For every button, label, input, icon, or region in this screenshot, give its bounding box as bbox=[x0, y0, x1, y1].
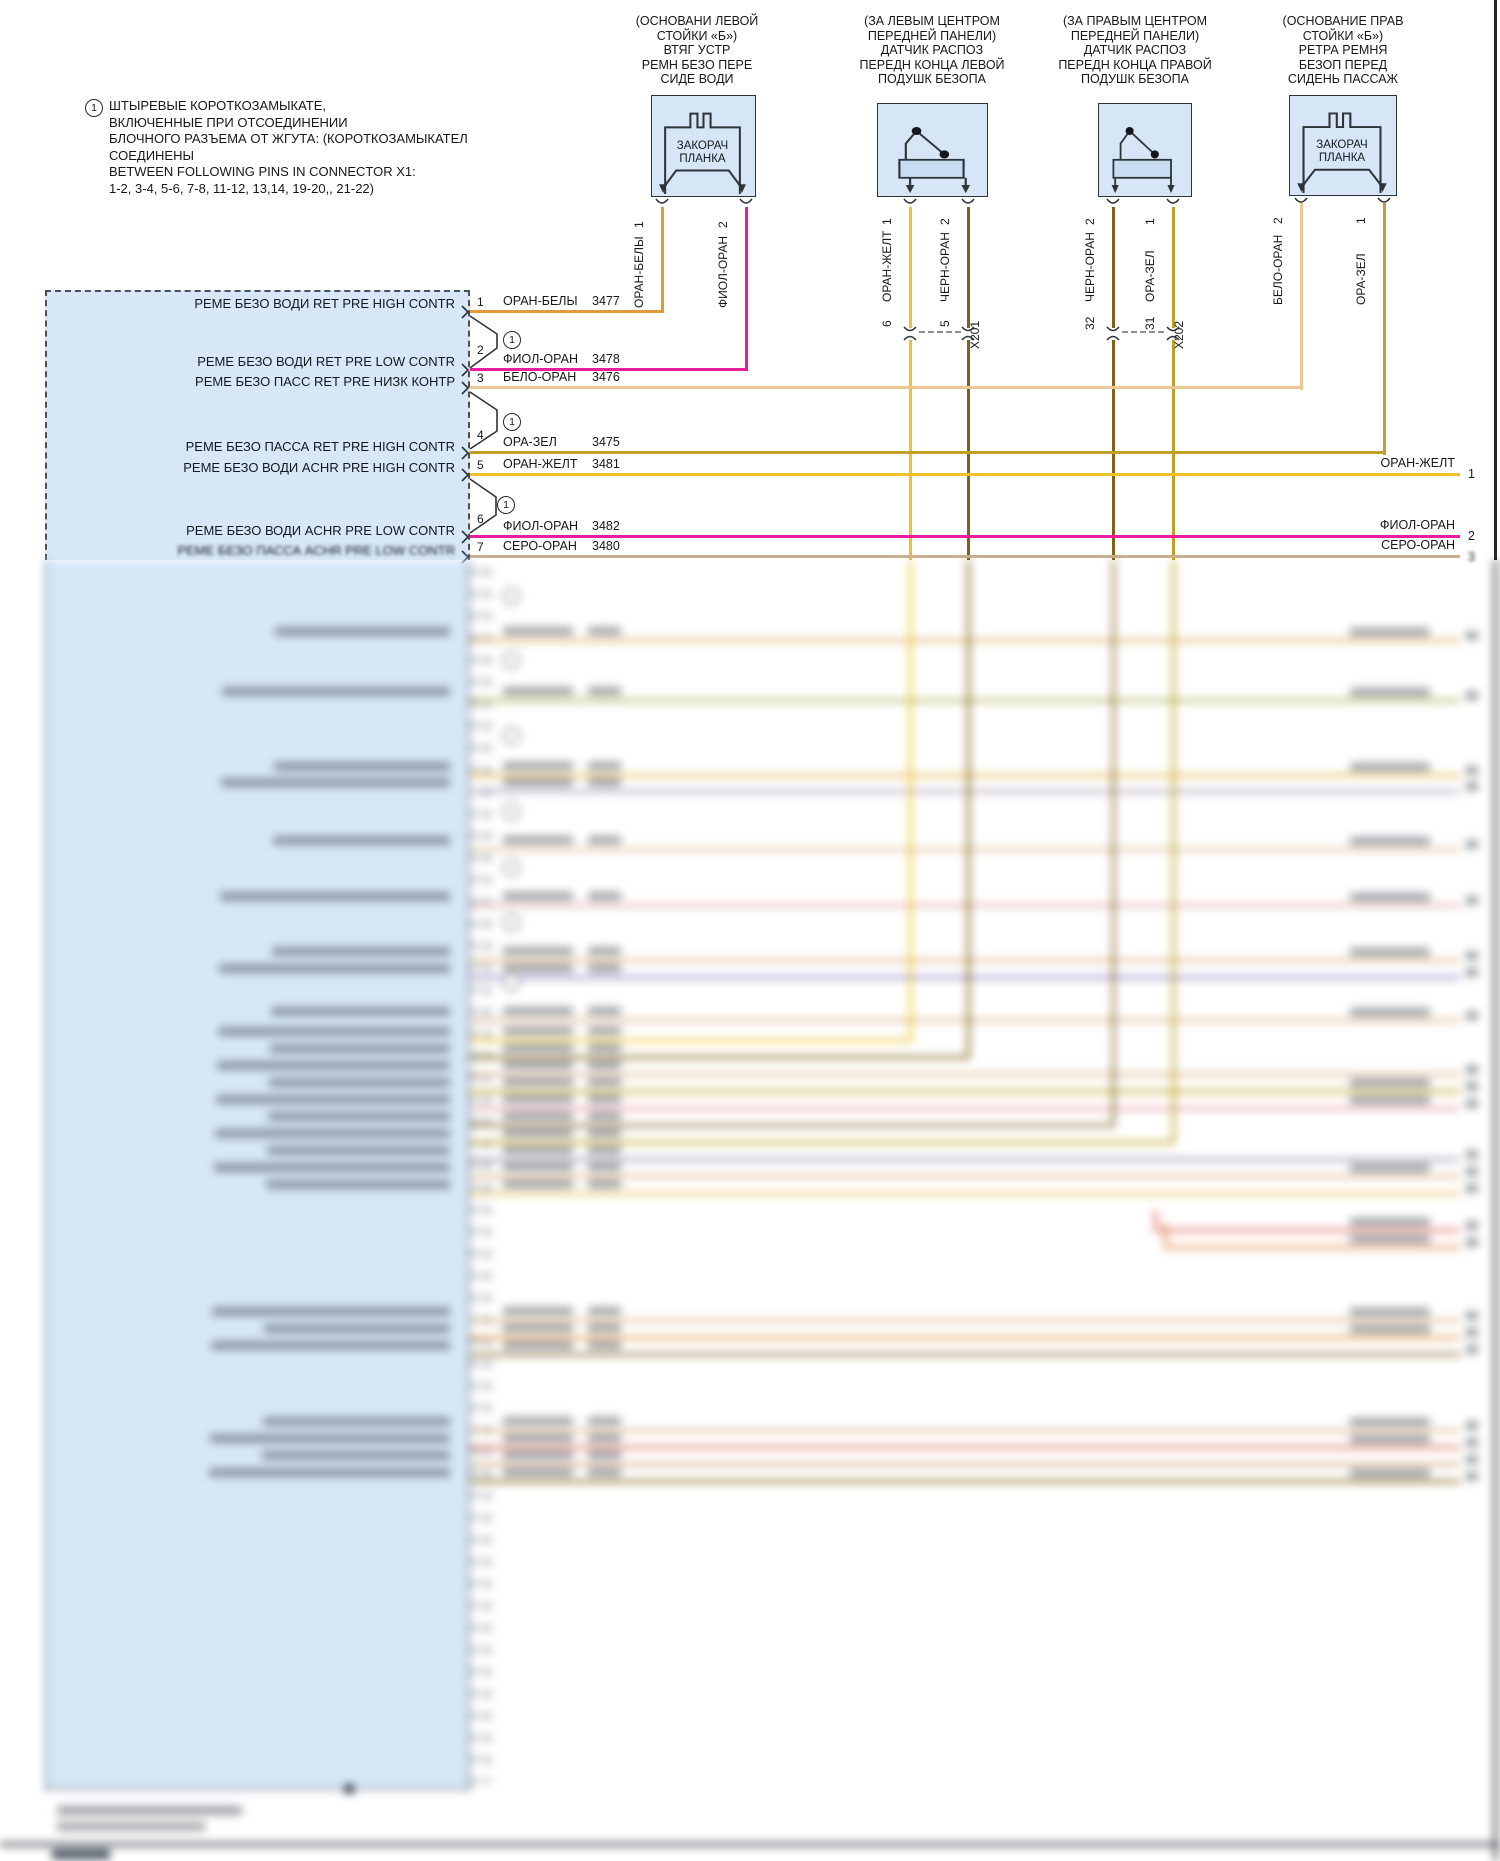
blurred-decor bbox=[1466, 1328, 1478, 1337]
blurred-decor bbox=[503, 803, 520, 820]
blurred-decor bbox=[271, 1007, 450, 1016]
circuit-number: 3475 bbox=[592, 435, 620, 449]
blurred-decor bbox=[503, 1061, 573, 1069]
shorting-bracket bbox=[468, 310, 502, 374]
connector-pin-number: 32 bbox=[1083, 316, 1097, 330]
wire-pin-number: 2 bbox=[1271, 217, 1285, 224]
connector-pin-number: 31 bbox=[1143, 316, 1157, 330]
wire-row-7 bbox=[470, 555, 1460, 558]
blurred-decor bbox=[268, 1112, 450, 1121]
jumper-marker: 1 bbox=[503, 413, 521, 431]
wire-color-label: ЧЕРН-ОРАН bbox=[1083, 232, 1097, 302]
blurred-decor bbox=[588, 1324, 621, 1332]
wire-pin-number: 2 bbox=[716, 221, 730, 228]
blurred-decor bbox=[1466, 1438, 1478, 1447]
sdm-pin-number: 6 bbox=[477, 512, 484, 526]
blurred-decor bbox=[588, 947, 621, 955]
blurred-decor bbox=[503, 892, 573, 900]
blurred-decor bbox=[503, 1451, 573, 1459]
blurred-decor bbox=[1350, 1235, 1430, 1243]
blurred-decor bbox=[503, 588, 520, 605]
blurred-note-bar bbox=[57, 1806, 242, 1815]
connector-pin-number: 6 bbox=[880, 320, 894, 327]
wire-pin-number: 1 bbox=[880, 218, 894, 225]
wire-ora-zel-vertical bbox=[1383, 203, 1386, 455]
blurred-decor bbox=[1466, 840, 1478, 849]
blurred-decor bbox=[470, 790, 1460, 793]
blurred-decor bbox=[503, 947, 573, 955]
blurred-decor bbox=[503, 836, 573, 844]
blurred-decor bbox=[1466, 1082, 1478, 1091]
wire-oran-zhelt-vertical bbox=[909, 207, 912, 328]
wire-oran-zhelt-vertical bbox=[909, 340, 912, 560]
blurred-decor bbox=[470, 1090, 1460, 1093]
blurred-decor bbox=[470, 1192, 1460, 1195]
blurred-decor bbox=[1350, 893, 1430, 901]
sdm-pin-label: РЕМЕ БЕЗО ВОДИ ACHR PRE LOW CONTR bbox=[186, 523, 455, 538]
blurred-decor bbox=[1466, 1421, 1478, 1430]
blurred-decor bbox=[210, 1434, 450, 1443]
blurred-decor bbox=[267, 1146, 450, 1155]
circuit-number: 3476 bbox=[592, 370, 620, 384]
blurred-decor bbox=[503, 1324, 573, 1332]
blurred-decor bbox=[1466, 1167, 1478, 1176]
blurred-decor bbox=[1466, 1065, 1478, 1074]
pin-socket-mark bbox=[1165, 197, 1181, 206]
blurred-decor bbox=[503, 627, 573, 635]
blurred-decor bbox=[1350, 628, 1430, 636]
page-border-bottom bbox=[0, 1843, 1500, 1846]
page-footer-tag bbox=[52, 1850, 110, 1859]
circuit-number: 3477 bbox=[592, 294, 620, 308]
blurred-decor bbox=[1466, 1011, 1478, 1020]
blurred-decor bbox=[1350, 1418, 1430, 1426]
note-line: СОЕДИНЕНЫ bbox=[109, 147, 194, 163]
connector-label-x202: X202 bbox=[1172, 320, 1186, 349]
blurred-decor bbox=[1350, 1008, 1430, 1016]
blurred-decor bbox=[1466, 968, 1478, 977]
blurred-decor bbox=[588, 778, 621, 786]
blurred-decor bbox=[470, 1141, 1174, 1144]
blurred-decor bbox=[269, 1078, 450, 1087]
blurred-decor bbox=[1466, 691, 1478, 700]
sdm-module-box bbox=[45, 290, 470, 560]
blurred-decor bbox=[470, 1056, 969, 1059]
blurred-decor bbox=[1466, 782, 1478, 791]
blurred-decor bbox=[588, 836, 621, 844]
wire-name: СЕРО-ОРАН bbox=[503, 539, 577, 553]
note-line: 1-2, 3-4, 5-6, 7-8, 11-12, 13,14, 19-20,, 21-22) bbox=[109, 180, 374, 196]
blurred-decor bbox=[1350, 1308, 1430, 1316]
note-line: BETWEEN FOLLOWING PINS IN CONNECTOR X1: bbox=[109, 164, 416, 179]
blurred-decor bbox=[588, 1078, 621, 1086]
blurred-decor bbox=[1466, 631, 1478, 640]
blurred-decor bbox=[588, 762, 621, 770]
wire-chern-oran-vertical bbox=[967, 207, 970, 328]
blurred-decor bbox=[503, 778, 573, 786]
blurred-decor bbox=[220, 892, 450, 901]
blurred-decor bbox=[588, 1129, 621, 1137]
blurred-decor bbox=[588, 1061, 621, 1069]
blurred-decor bbox=[503, 1163, 573, 1171]
wire-name: ОРА-ЗЕЛ bbox=[503, 435, 557, 449]
blurred-decor bbox=[503, 762, 573, 770]
right-terminal-label: СЕРО-ОРАН bbox=[1381, 538, 1455, 552]
circuit-number: 3478 bbox=[592, 352, 620, 366]
wire-pin-number: 1 bbox=[632, 221, 646, 228]
note-line: ШТЫРЕВЫЕ КОРОТКОЗАМЫКАТЕ, bbox=[109, 98, 326, 113]
blurred-decor bbox=[588, 627, 621, 635]
wire-chern-oran-vertical bbox=[967, 340, 970, 560]
sdm-pin-number: 1 bbox=[477, 295, 484, 309]
blurred-decor bbox=[1466, 1455, 1478, 1464]
component-header-right-sensor: (ЗА ПРАВЫМ ЦЕНТРОМ ПЕРЕДНЕЙ ПАНЕЛИ) ДАТЧИК РАСПОЗ ПЕРЕДН КОНЦА ПРАВОЙ ПОДУШК БЕЗОПА bbox=[1058, 14, 1212, 86]
right-terminal-pin: 2 bbox=[1468, 529, 1475, 543]
blurred-decor bbox=[217, 1061, 450, 1070]
blurred-decor bbox=[588, 1112, 621, 1120]
wire-pin-number: 2 bbox=[1083, 218, 1097, 225]
blurred-decor bbox=[503, 1078, 573, 1086]
blurred-decor bbox=[503, 1044, 573, 1052]
blurred-decor bbox=[215, 1129, 450, 1138]
blurred-note-bar bbox=[57, 1822, 205, 1831]
blurred-decor bbox=[503, 1007, 573, 1015]
blurred-decor bbox=[470, 976, 1460, 979]
blurred-decor bbox=[1350, 1096, 1430, 1104]
shorting-bracket bbox=[468, 388, 502, 456]
sdm-pin-number: 7 bbox=[477, 540, 484, 554]
blurred-decor bbox=[218, 1027, 450, 1036]
blurred-decor bbox=[588, 1007, 621, 1015]
wire-color-label: ОРА-ЗЕЛ bbox=[1143, 250, 1157, 302]
blurred-decor bbox=[588, 1468, 621, 1476]
blurred-decor bbox=[470, 1019, 1460, 1022]
wire-name: БЕЛО-ОРАН bbox=[503, 370, 577, 384]
wire-chern-oran-vertical bbox=[1112, 340, 1115, 560]
jumper-marker: 1 bbox=[497, 496, 515, 514]
blurred-decor bbox=[1466, 1472, 1478, 1481]
blurred-decor bbox=[1466, 1221, 1478, 1230]
sdm-pin-number: 4 bbox=[477, 428, 484, 442]
blurred-decor bbox=[470, 1446, 1460, 1449]
blurred-decor bbox=[503, 687, 573, 695]
sdm-pin-label: РЕМЕ БЕЗО ПАССА ACHR PRE LOW CONTR bbox=[177, 543, 455, 558]
blurred-decor bbox=[470, 1319, 1460, 1322]
blurred-decor bbox=[470, 699, 1460, 702]
blurred-decor bbox=[588, 892, 621, 900]
blurred-decor bbox=[1466, 1345, 1478, 1354]
wire-color-label: ЧЕРН-ОРАН bbox=[938, 232, 952, 302]
right-terminal-label: ОРАН-ЖЕЛТ bbox=[1380, 456, 1455, 470]
blurred-decor bbox=[1350, 948, 1430, 956]
blurred-decor bbox=[1350, 1218, 1430, 1226]
driver-retractor-box bbox=[651, 95, 756, 197]
blurred-decor bbox=[1350, 1435, 1430, 1443]
blurred-decor bbox=[219, 964, 450, 973]
blurred-decor bbox=[470, 774, 1460, 777]
blurred-decor bbox=[1350, 763, 1430, 771]
blurred-decor bbox=[1350, 1164, 1430, 1172]
blurred-decor bbox=[1466, 1311, 1478, 1320]
right-terminal-pin: 3 bbox=[1468, 550, 1475, 564]
connector-pair-dash bbox=[1122, 331, 1164, 333]
blurred-decor bbox=[1112, 560, 1115, 1126]
blurred-decor bbox=[503, 1341, 573, 1349]
blurred-decor bbox=[588, 1044, 621, 1052]
wire-oran-bely-vertical bbox=[661, 207, 664, 313]
blurred-decor bbox=[470, 1353, 1460, 1356]
tilt-sensor-symbol bbox=[878, 104, 985, 194]
blurred-decor bbox=[1350, 1325, 1430, 1333]
blurred-decor bbox=[909, 560, 912, 1041]
blurred-decor bbox=[503, 1307, 573, 1315]
blurred-decor bbox=[588, 1027, 621, 1035]
blurred-decor bbox=[262, 1451, 450, 1460]
sdm-pin-number: 3 bbox=[477, 371, 484, 385]
right-terminal-pin: 1 bbox=[1468, 467, 1475, 481]
blurred-decor bbox=[1466, 1238, 1478, 1247]
wire-pin-number: 2 bbox=[938, 218, 952, 225]
tilt-sensor-symbol bbox=[1099, 104, 1189, 194]
blurred-decor bbox=[209, 1468, 450, 1477]
sdm-pin-label: РЕМЕ БЕЗО ПАСС RET PRE НИЗК КОНТР bbox=[195, 374, 455, 389]
wire-ora-zel-vertical bbox=[1172, 207, 1175, 328]
blurred-decor bbox=[503, 652, 520, 669]
blurred-decor bbox=[503, 1129, 573, 1137]
wire-row-3 bbox=[470, 386, 1302, 389]
blurred-decor bbox=[470, 1429, 1460, 1432]
wire-name: ОРАН-БЕЛЫ bbox=[503, 294, 578, 308]
component-header-passenger-retractor: (ОСНОВАНИЕ ПРАВ СТОЙКИ «Б») РЕТРА РЕМНЯ БЕЗОП ПЕРЕД СИДЕНЬ ПАССАЖ bbox=[1282, 14, 1404, 86]
pin-socket-mark bbox=[1105, 197, 1121, 206]
right-impact-sensor-box bbox=[1098, 103, 1192, 197]
sdm-module-box-lower bbox=[45, 560, 470, 1790]
wire-chern-oran-vertical bbox=[1112, 207, 1115, 328]
wire-name: ОРАН-ЖЕЛТ bbox=[503, 457, 578, 471]
blurred-decor bbox=[1164, 1223, 1167, 1248]
wire-color-label: БЕЛО-ОРАН bbox=[1271, 234, 1285, 305]
blurred-decor bbox=[1350, 1469, 1430, 1477]
pin-socket-mark bbox=[902, 197, 918, 206]
circuit-number: 3481 bbox=[592, 457, 620, 471]
blurred-decor bbox=[272, 947, 450, 956]
wire-row-5 bbox=[470, 473, 1460, 476]
blurred-decor bbox=[588, 1095, 621, 1103]
blurred-decor bbox=[470, 904, 1460, 907]
pin-socket-mark bbox=[654, 197, 670, 206]
wire-pin-number: 1 bbox=[1143, 218, 1157, 225]
blurred-decor bbox=[273, 836, 450, 845]
pin-socket-mark bbox=[738, 197, 754, 206]
blurred-decor bbox=[588, 687, 621, 695]
connector-label-x201: X201 bbox=[968, 320, 982, 349]
blurred-decor bbox=[1172, 560, 1175, 1143]
blurred-decor bbox=[263, 1417, 450, 1426]
blurred-decor bbox=[588, 1307, 621, 1315]
shorting-bar-label: ЗАКОРАЧ ПЛАНКА bbox=[676, 140, 729, 165]
blurred-decor bbox=[470, 1124, 1114, 1127]
blurred-decor bbox=[470, 1480, 1460, 1483]
blurred-decor bbox=[264, 1324, 450, 1333]
blurred-decor bbox=[588, 1417, 621, 1425]
blurred-decor bbox=[1466, 766, 1478, 775]
blurred-decor bbox=[1154, 1210, 1157, 1231]
blurred-diagram-region bbox=[0, 560, 1500, 1861]
blurred-decor bbox=[221, 778, 450, 787]
blurred-decor bbox=[270, 1044, 450, 1053]
blurred-decor bbox=[503, 1146, 573, 1154]
blurred-decor bbox=[470, 1107, 1460, 1110]
blurred-decor bbox=[588, 1341, 621, 1349]
blurred-decor bbox=[214, 1163, 450, 1172]
pin-socket-mark bbox=[960, 197, 976, 206]
blurred-decor bbox=[470, 1463, 1460, 1466]
component-header-driver-retractor: (ОСНОВАНИ ЛЕВОЙ СТОЙКИ «Б») ВТЯГ УСТР РЕМН БЕЗО ПЕРЕ СИДЕ ВОДИ bbox=[635, 14, 759, 86]
component-header-left-sensor: (ЗА ЛЕВЫМ ЦЕНТРОМ ПЕРЕДНЕЙ ПАНЕЛИ) ДАТЧИК РАСПОЗ ПЕРЕДН КОНЦА ЛЕВОЙ ПОДУШК БЕЗОПА bbox=[859, 14, 1005, 86]
connector-pair-dash bbox=[919, 331, 961, 333]
wire-color-label: ОРА-ЗЕЛ bbox=[1354, 253, 1368, 305]
right-terminal-label: ФИОЛ-ОРАН bbox=[1379, 518, 1455, 532]
blurred-decor bbox=[503, 1468, 573, 1476]
blurred-decor bbox=[588, 1451, 621, 1459]
wire-pin-number: 1 bbox=[1354, 217, 1368, 224]
wire-row-4 bbox=[470, 451, 1385, 454]
wire-color-label: ОРАН-ЖЕЛТ bbox=[880, 230, 894, 302]
blurred-decor bbox=[1350, 837, 1430, 845]
wire-fiol-oran-vertical bbox=[745, 207, 748, 371]
blurred-decor bbox=[1165, 1246, 1460, 1249]
inline-connector-break bbox=[903, 324, 917, 342]
blurred-decor bbox=[1466, 896, 1478, 905]
blurred-decor bbox=[470, 1073, 1460, 1076]
blurred-decor bbox=[503, 964, 573, 972]
blurred-decor bbox=[1155, 1229, 1460, 1232]
blurred-decor bbox=[588, 964, 621, 972]
sdm-pin-label: РЕМЕ БЕЗО ВОДИ RET PRE LOW CONTR bbox=[197, 354, 455, 369]
blurred-decor bbox=[588, 1180, 621, 1188]
page-border-right bbox=[1494, 0, 1497, 560]
blurred-decor bbox=[470, 639, 1460, 642]
jumper-marker: 1 bbox=[503, 331, 521, 349]
inline-connector-break bbox=[961, 324, 975, 342]
blurred-decor bbox=[503, 1417, 573, 1425]
blurred-decor bbox=[275, 627, 450, 636]
blurred-decor bbox=[503, 974, 520, 991]
blurred-decor bbox=[274, 762, 450, 771]
note-line: ВКЛЮЧЕННЫЕ ПРИ ОТСОЕДИНЕНИИ bbox=[109, 114, 348, 130]
connector-pin-number: 5 bbox=[938, 320, 952, 327]
blurred-decor bbox=[588, 1146, 621, 1154]
blurred-decor bbox=[1466, 1099, 1478, 1108]
ground-dot bbox=[344, 1784, 354, 1794]
blurred-decor bbox=[1466, 1150, 1478, 1159]
blurred-decor bbox=[470, 1175, 1460, 1178]
circuit-number: 3480 bbox=[592, 539, 620, 553]
sdm-pin-label: РЕМЕ БЕЗО ПАССА RET PRE HIGH CONTR bbox=[185, 439, 455, 454]
sdm-pin-number: 5 bbox=[477, 458, 484, 472]
note-line: БЛОЧНОГО РАЗЪЕМА ОТ ЖГУТА: (КОРОТКОЗАМЫКАТЕЛ bbox=[109, 131, 468, 146]
passenger-retractor-box bbox=[1289, 95, 1397, 196]
left-impact-sensor-box bbox=[877, 103, 988, 197]
blurred-decor bbox=[470, 1039, 911, 1042]
page-border-right-lower bbox=[1494, 560, 1497, 1861]
blurred-decor bbox=[967, 560, 970, 1058]
wire-name: ФИОЛ-ОРАН bbox=[503, 519, 579, 533]
blurred-decor bbox=[1466, 951, 1478, 960]
note-marker: 1 bbox=[85, 99, 103, 117]
sdm-pin-label: РЕМЕ БЕЗО ВОДИ ACHR PRE HIGH CONTR bbox=[183, 460, 455, 475]
blurred-decor bbox=[222, 687, 450, 696]
blurred-decor bbox=[588, 1163, 621, 1171]
blurred-decor bbox=[503, 859, 520, 876]
blurred-decor bbox=[470, 1336, 1460, 1339]
inline-connector-break bbox=[1166, 324, 1180, 342]
blurred-decor bbox=[470, 848, 1460, 851]
blurred-decor bbox=[588, 1434, 621, 1442]
blurred-decor bbox=[503, 1095, 573, 1103]
inline-connector-break bbox=[1106, 324, 1120, 342]
blurred-decor bbox=[503, 1112, 573, 1120]
sdm-pin-number: 2 bbox=[477, 343, 484, 357]
blurred-decor bbox=[503, 1027, 573, 1035]
blurred-decor bbox=[1466, 1184, 1478, 1193]
shorting-bar-label: ЗАКОРАЧ ПЛАНКА bbox=[1316, 139, 1368, 164]
blurred-decor bbox=[470, 1158, 1460, 1161]
blurred-decor bbox=[503, 914, 520, 931]
sdm-pin-label: РЕМЕ БЕЗО ВОДИ RET PRE HIGH CONTR bbox=[194, 296, 455, 311]
blurred-decor bbox=[211, 1341, 450, 1350]
wire-name: ФИОЛ-ОРАН bbox=[503, 352, 579, 366]
blurred-decor bbox=[503, 727, 520, 744]
blurred-decor bbox=[216, 1095, 450, 1104]
wire-color-label: ФИОЛ-ОРАН bbox=[716, 235, 730, 308]
wire-ora-zel-vertical bbox=[1172, 340, 1175, 560]
blurred-decor bbox=[1350, 688, 1430, 696]
circuit-number: 3482 bbox=[592, 519, 620, 533]
blurred-decor bbox=[212, 1307, 450, 1316]
blurred-decor bbox=[266, 1180, 450, 1189]
blurred-decor bbox=[470, 959, 1460, 962]
blurred-decor bbox=[503, 1180, 573, 1188]
wire-belo-oran-vertical bbox=[1300, 203, 1303, 390]
blurred-decor bbox=[503, 1434, 573, 1442]
blurred-decor bbox=[1350, 1079, 1430, 1087]
wire-color-label: ОРАН-БЕЛЫ bbox=[632, 236, 646, 308]
